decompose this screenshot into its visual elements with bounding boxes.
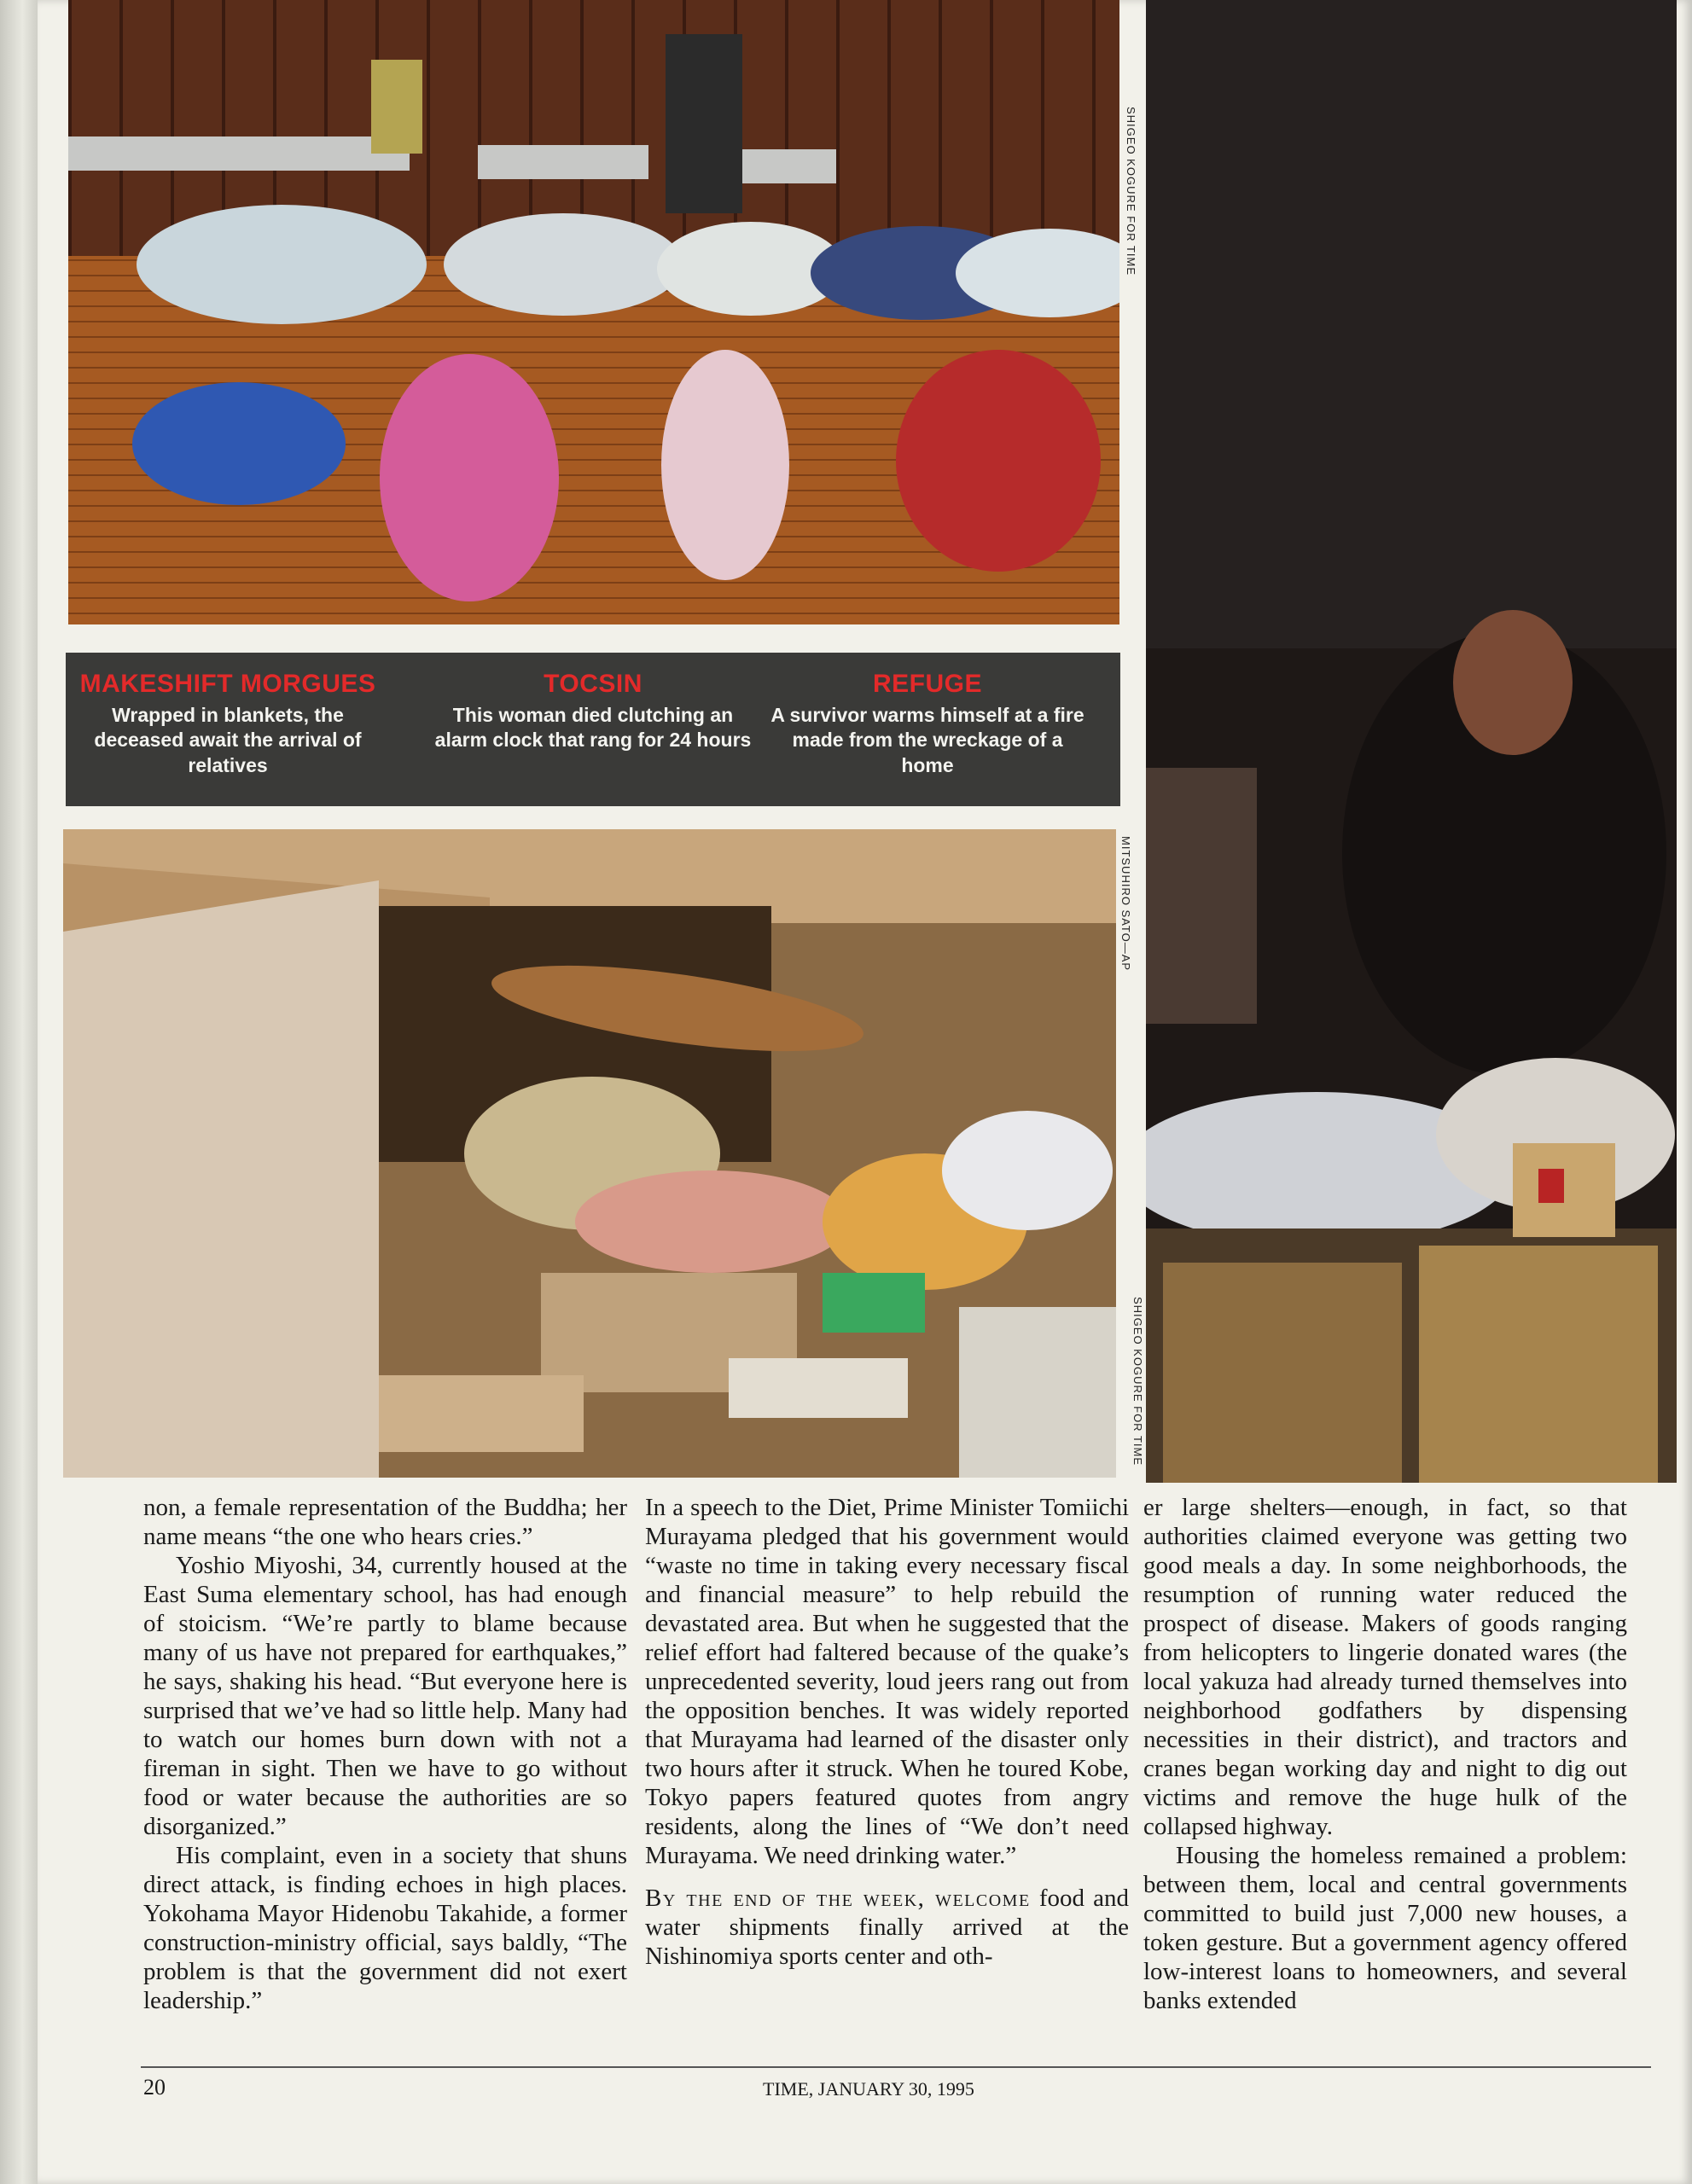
caption-bar bbox=[66, 653, 1120, 806]
caption-refuge bbox=[765, 670, 1090, 778]
photo-credit-middle: MITSUHIRO SATO—AP bbox=[1119, 836, 1132, 972]
photo-refuge bbox=[1146, 0, 1677, 1483]
column-1-paragraph-1: non, a female representation of the Buddha; her name means “the one who hears cries.” bbox=[143, 1494, 627, 1550]
caption-head-makeshift-morgues: MAKESHIFT MORGUES bbox=[79, 670, 376, 698]
page-number: 20 bbox=[143, 2075, 166, 2100]
caption-body-makeshift-morgues: Wrapped in blankets, the deceased await the arrival of relatives bbox=[94, 704, 362, 776]
caption-makeshift-morgues bbox=[66, 670, 390, 778]
column-3-paragraph-1: er large shelters—enough, in fact, so that authorities claimed everyone was getting two good meals a day. In some neighborhoods, the resumption of running water reduced the prospect of disease. Makers of goods ranging from helicopters to lingerie donated wares (the local yakuza had already turned themselves into neighborhood godfathers by dispensing necessities in their district), and tractors and cranes began working day and night to dig out victims and remove the huge hulk of the collapsed highway. bbox=[1143, 1494, 1627, 1840]
article-column-1 bbox=[143, 1493, 627, 2015]
caption-head-tocsin: TOCSIN bbox=[544, 670, 642, 698]
footer-dateline: TIME, JANUARY 30, 1995 bbox=[763, 2078, 974, 2100]
caption-tocsin bbox=[431, 670, 755, 753]
photo-credit-top: SHIGEO KOGURE FOR TIME bbox=[1125, 107, 1137, 276]
page-edge bbox=[0, 0, 38, 2184]
column-3-paragraph-2: Housing the homeless remained a problem: between them, local and central governments committed to build just 7,000 new houses, a token gesture. But a government agency offered low-interest loans to homeowners, and several banks extended bbox=[1143, 1842, 1627, 2014]
footer-rule bbox=[141, 2066, 1651, 2068]
lead-in-small-caps: By the end of the week, welcome bbox=[645, 1885, 1031, 1912]
column-2-paragraph-2 bbox=[645, 1884, 1129, 1971]
column-1-paragraph-2: Yoshio Miyoshi, 34, currently housed at the East Suma elementary school, has had enough of stoicism. “We’re partly to blame because many of us have not prepared for earthquakes,” he says, shaking his head. “But everyone here is surprised that we’ve had so little help. Many had to watch our homes burn down with not a fireman in sight. Then we have to go without food or water because the authorities are so disorganized.” bbox=[143, 1552, 627, 1840]
caption-body-refuge: A survivor warms himself at a fire made from the wreckage of a home bbox=[770, 704, 1084, 776]
photo-tocsin bbox=[63, 829, 1116, 1478]
photo-credit-right: SHIGEO KOGURE FOR TIME bbox=[1131, 1297, 1144, 1467]
column-2-paragraph-1: In a speech to the Diet, Prime Minister Tomiichi Murayama pledged that his government would “waste no time in taking every necessary fiscal and financial measure” to help rebuild the devastated area. But when he suggested that the relief effort had faltered because of the quake’s unprecedented severity, loud jeers rang out from the opposition benches. It was widely reported that Murayama had learned of the disaster only two hours after it struck. When he toured Kobe, Tokyo papers featured quotes from angry residents, along the lines of “We don’t need Murayama. We need drinking water.” bbox=[645, 1494, 1129, 1869]
caption-body-tocsin: This woman died clutching an alarm clock that rang for 24 hours bbox=[434, 704, 752, 752]
article-column-2 bbox=[645, 1493, 1129, 1971]
article-column-3 bbox=[1143, 1493, 1627, 2015]
photo-makeshift-morgues bbox=[68, 0, 1119, 624]
caption-head-refuge: REFUGE bbox=[872, 670, 982, 698]
column-1-paragraph-3: His complaint, even in a society that shuns direct attack, is finding echoes in high places. Yokohama Mayor Hidenobu Takahide, a former construction-ministry official, says baldly, “The problem is that the government did not exert leadership.” bbox=[143, 1842, 627, 2014]
column-2-paragraph-2-text: food and water shipments finally arrived at the Nishinomiya sports center and oth- bbox=[645, 1885, 1130, 1970]
